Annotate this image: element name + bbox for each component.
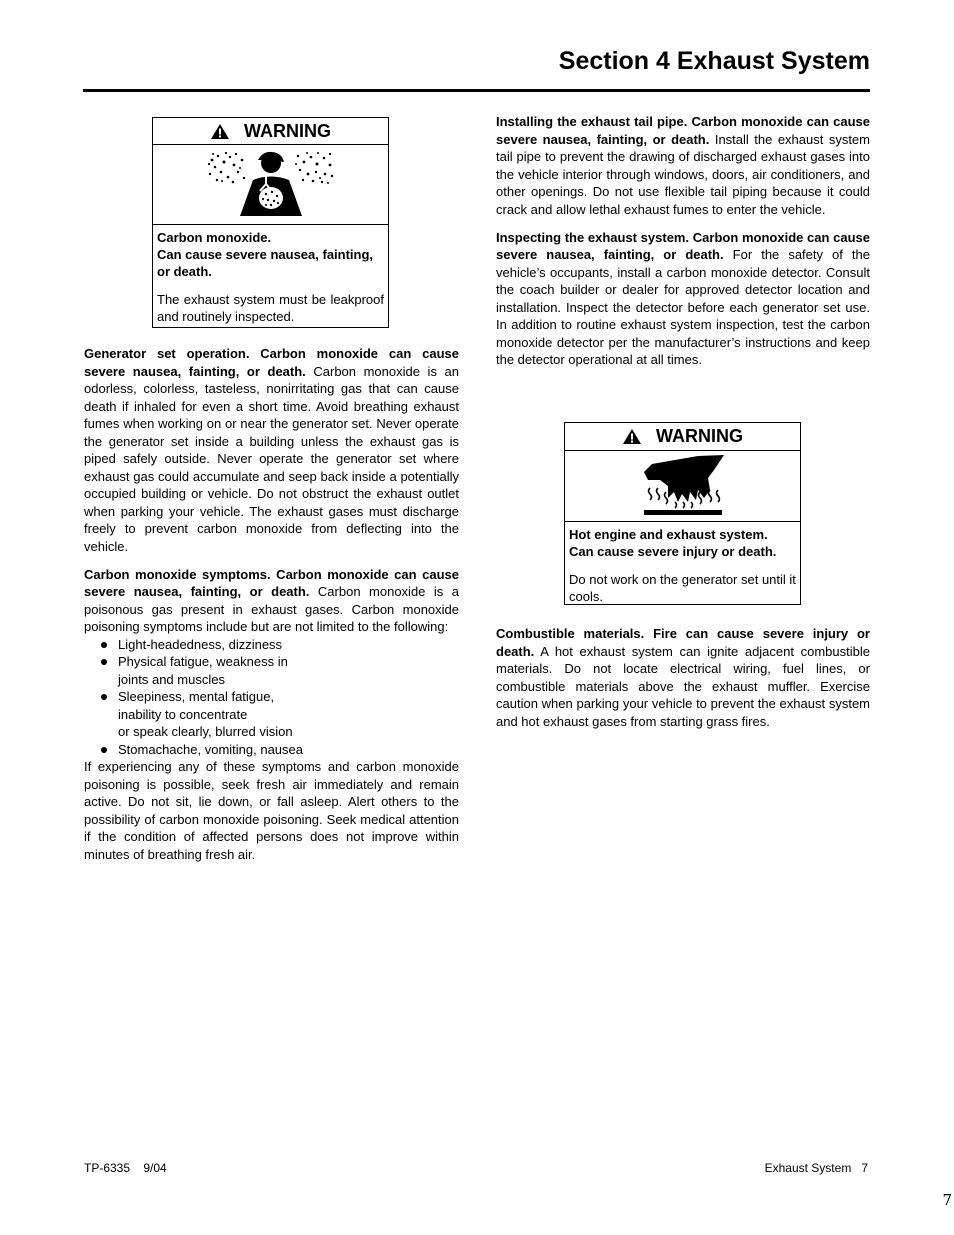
- hazard-consequence: Can cause severe nausea, fainting, or death.: [157, 247, 374, 279]
- symptom-list: [84, 636, 459, 759]
- warning-text: [565, 522, 800, 604]
- paragraph-co-symptoms: [84, 566, 459, 636]
- avoidance-statement: The exhaust system must be leakproof and routinely inspected.: [157, 292, 384, 324]
- avoidance-statement: Do not work on the generator set until it cools.: [569, 572, 796, 604]
- paragraph-lead: Generator set operation. Carbon monoxide can cause severe nausea, fainting, or death.: [84, 346, 459, 379]
- warning-heading: WARNING: [244, 120, 331, 141]
- warning-pictogram: [565, 451, 800, 522]
- hazard-consequence: Can cause severe injury or death.: [569, 544, 777, 559]
- hazard-statement: [569, 526, 796, 560]
- list-item: Sleepiness, mental fatigue, inability to concentrate or speak clearly, blurred vision: [84, 688, 459, 741]
- warning-heading: WARNING: [656, 426, 743, 446]
- footer-document-id: TP-6335 9/04: [84, 1161, 167, 1175]
- warning-text: [153, 225, 388, 327]
- hazard-line: Hot engine and exhaust system.: [569, 527, 768, 542]
- paragraph-body: Carbon monoxide is an odorless, colorless, tasteless, nonirritating gas that can cause death if inhaled for even a short time. Avoid breathing exhaust fumes when working on or near the generator set. Never operate the generator set inside a building unless the exhaust gas is piped safely outside. Never operate the generator set where exhaust gas could accumulate and seep back inside a potentially occupied building or vehicle. Do not obstruct the exhaust outlet when parking your vehicle. The exhaust gases must discharge freely to prevent carbon monoxide from deflecting into the vehicle.: [84, 363, 459, 554]
- paragraph-body: A hot exhaust system can ignite adjacent combustible materials. Do not locate electrical wiring, fuel lines, or combustible materials above the exhaust muffler. Exercise caution when parking your vehicle to prevent the exhaust system and hot exhaust gases from starting grass fires.: [496, 643, 870, 729]
- list-item: Light-headedness, dizziness: [84, 636, 459, 654]
- hazard-line: Carbon monoxide.: [157, 230, 272, 245]
- page-number: 7: [942, 1191, 952, 1209]
- warning-pictogram: [153, 145, 388, 225]
- paragraph-body: For the safety of the vehicle’s occupants, install a carbon monoxide detector. Consult the coach builder or dealer for approved detector location and installation. Inspect the detector before each generator set use. In addition to routine exhaust system inspection, test the carbon monoxide detector per the manufacturer’s instructions and keep the detector operational at all times.: [496, 247, 870, 367]
- warning-box-carbon-monoxide: [152, 117, 389, 328]
- list-item: Physical fatigue, weakness in joints and muscles: [84, 653, 459, 688]
- warning-box-hot-engine: [564, 422, 801, 605]
- paragraph-body: Install the exhaust system tail pipe to prevent the drawing of discharged exhaust gases into the vehicle interior through windows, doors, air conditioners, and other openings. Do not use flexible tail piping because it could crack and allow lethal exhaust fumes to enter the vehicle.: [496, 131, 870, 217]
- warning-triangle-icon: [622, 428, 642, 445]
- paragraph-inspecting-exhaust: [496, 229, 870, 369]
- paragraph-generator-set-operation: [84, 345, 459, 555]
- paragraph-lead: Inspecting the exhaust system. Carbon monoxide can cause severe nausea, fainting, or death.: [496, 229, 870, 262]
- paragraph-combustible-materials: [496, 625, 870, 730]
- left-column: [84, 345, 459, 863]
- hazard-statement: [157, 229, 384, 280]
- warning-header: [153, 118, 388, 145]
- hot-surface-hand-icon: [638, 454, 728, 518]
- paragraph-lead: Installing the exhaust tail pipe. Carbon monoxide can cause severe nausea, fainting, or death.: [496, 114, 870, 147]
- paragraph-lead: Carbon monoxide symptoms. Carbon monoxide can cause severe nausea, fainting, or death.: [84, 566, 459, 599]
- paragraph-body: Carbon monoxide is a poisonous gas present in exhaust gases. Carbon monoxide poisoning symptoms include but are not limited to the following:: [84, 584, 459, 634]
- warning-triangle-icon: [210, 123, 230, 140]
- paragraph-symptom-response: If experiencing any of these symptoms and carbon monoxide poisoning is possible, seek fresh air immediately and remain active. Do not sit, lie down, or fall asleep. Alert others to the possibility of carbon monoxide poisoning. Seek medical attention if the condition of affected persons does not improve within minutes of breathing fresh air.: [84, 759, 459, 862]
- title-rule: [83, 89, 870, 92]
- right-column-lower: [496, 625, 870, 730]
- page-title: Section 4 Exhaust System: [558, 47, 870, 75]
- paragraph-installing-tail-pipe: [496, 113, 870, 218]
- list-item: Stomachache, vomiting, nausea: [84, 741, 459, 759]
- footer-page-label: Exhaust System 7: [764, 1161, 868, 1175]
- paragraph-lead: Combustible materials. Fire can cause severe injury or death.: [496, 626, 870, 659]
- carbon-monoxide-person-icon: [206, 150, 336, 220]
- right-column: [496, 113, 870, 369]
- warning-header: [565, 423, 800, 451]
